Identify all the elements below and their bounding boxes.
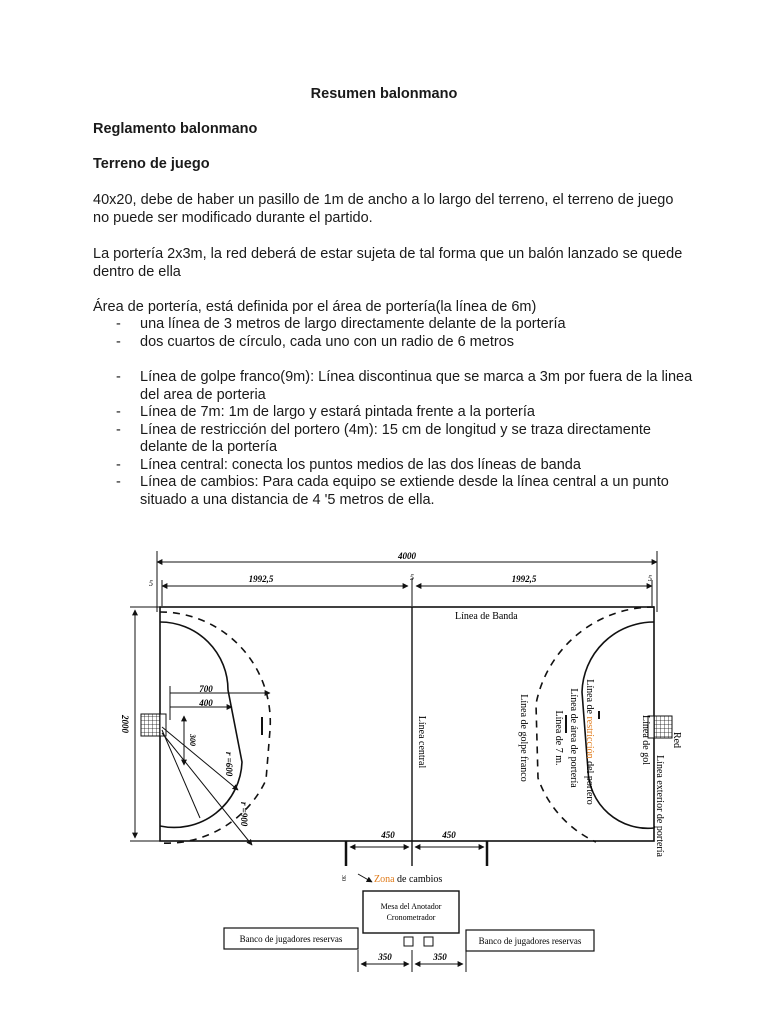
list-item-text: Línea de cambios: Para cada equipo se extiende desde la línea central a un punto situado a una distancia de 4 '5 metros de ella. (140, 474, 669, 508)
label-linea-gol: Línea de gol (640, 715, 651, 765)
list-dash: - (116, 421, 121, 438)
chair-right (424, 937, 433, 946)
dim-450-right-label: 450 (442, 830, 456, 840)
label-linea-banda: Línea de Banda (455, 611, 518, 622)
label-linea-exterior: Línea exterior de portería (654, 755, 665, 857)
dim-450-left-label: 450 (381, 830, 395, 840)
dim-350-right-label: 350 (433, 952, 447, 962)
dimension-bottom (358, 950, 466, 972)
list-item-text: Línea de 7m: 1m de largo y estará pintada frente a la portería (140, 404, 535, 420)
list-dash: - (116, 474, 121, 490)
goal-area-left (160, 622, 242, 827)
goal-net-left (141, 714, 160, 736)
label-7m: Línea de 7 m. (553, 710, 564, 766)
label-zona-part1: Zona (374, 874, 395, 885)
label-area-porteria: Línea de área de portería (568, 688, 579, 788)
left-goal-measures (162, 686, 270, 845)
list-item-text: Línea de golpe franco(9m): Línea discontinua que se marca a 3m por fuera de la linea del area de porteria (140, 369, 693, 403)
dim-30-label: 30 (340, 875, 346, 881)
label-linea-central: Línea central (416, 715, 427, 769)
label-restriccion-portero (584, 679, 595, 805)
list-dash: - (116, 369, 121, 385)
list-item-text: Línea de restricción del portero (4m): 15 cm de longitud y se traza directamente delante de la portería (140, 421, 651, 455)
list-dash: - (116, 316, 121, 332)
dim-5-right-label: 5 (648, 574, 652, 583)
label-banco-left: Banco de jugadores reservas (239, 934, 343, 944)
label-golpe-franco: Línea de golpe franco (518, 694, 529, 782)
dim-total-label: 4000 (398, 551, 416, 561)
dim-5-left-label: 5 (149, 579, 153, 588)
list-dash: - (116, 456, 121, 473)
list-item-text: dos cuartos de círculo, cada uno con un radio de 6 metros (140, 333, 514, 350)
label-restriccion-part2: restricción (584, 716, 595, 759)
paragraph-porteria: La portería 2x3m, la red deberá de estar sujeta de tal forma que un balón lanzado se quede dentro de ella (93, 246, 683, 280)
dim-r600-label: r =600 (224, 751, 234, 777)
label-cronometrador: Cronometrador (386, 913, 436, 922)
dim-half-left-label: 1992,5 (248, 574, 274, 584)
paragraph-dimensions: 40x20, debe de haber un pasillo de 1m de ancho a lo largo del terreno, el terreno de juego no puede ser modificado durante el partido. (93, 192, 674, 226)
label-zona-part2: de cambios (394, 874, 443, 885)
dim-r900-label: r =900 (239, 801, 249, 827)
list-item-text: una línea de 3 metros de largo directamente delante de la portería (140, 316, 566, 332)
chair-left (404, 937, 413, 946)
list-item-text: Línea central: conecta los puntos medios de las dos líneas de banda (140, 456, 581, 473)
heading-terreno: Terreno de juego (93, 156, 210, 172)
page-title: Resumen balonmano (310, 86, 458, 102)
list-dash: - (116, 404, 121, 420)
label-restriccion-part1: Línea de (584, 679, 595, 717)
list-dash: - (116, 333, 121, 350)
label-mesa-anotador: Mesa del Anotador (380, 902, 442, 911)
label-restriccion-part3: del portero (584, 758, 595, 805)
dim-half-right-label: 1992,5 (511, 574, 537, 584)
dim-300-label: 300 (188, 734, 197, 746)
label-red: Red (671, 731, 682, 749)
goal-net-right (654, 716, 672, 738)
label-zona-cambios (374, 874, 442, 885)
dim-350-left-label: 350 (378, 952, 392, 962)
label-banco-right: Banco de jugadores reservas (478, 936, 582, 946)
free-throw-line-left (160, 612, 270, 843)
dim-5-center-label: 5 (410, 573, 414, 582)
paragraph-area: Área de portería, está definida por el área de portería(la línea de 6m) (93, 299, 537, 315)
dim-width-label: 2000 (120, 715, 130, 733)
dim-700-label: 700 (199, 684, 213, 694)
dim-400-label: 400 (199, 698, 213, 708)
heading-reglamento: Reglamento balonmano (93, 121, 258, 137)
scorer-table (363, 891, 459, 933)
